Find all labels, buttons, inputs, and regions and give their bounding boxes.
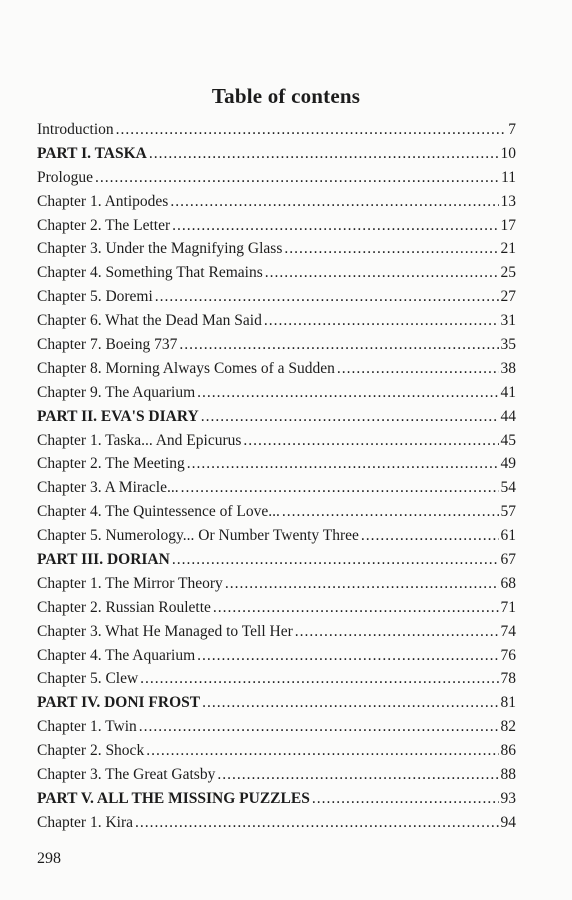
toc-entry-page-number: 7 xyxy=(508,121,516,138)
dot-leader xyxy=(139,715,499,739)
toc-entry-page-number: 13 xyxy=(500,192,516,210)
toc-entry-title: PART III. DORIAN xyxy=(37,551,170,569)
toc-entry-title: Chapter 5. Doremi xyxy=(37,288,153,306)
toc-entry-page-number: 27 xyxy=(500,288,516,306)
dot-leader xyxy=(116,118,507,142)
toc-entry-page-number: 71 xyxy=(500,598,516,616)
dot-leader xyxy=(265,261,499,285)
toc-entry-page-number: 44 xyxy=(500,407,516,425)
toc-entry xyxy=(37,620,516,644)
toc-entry-page-number: 93 xyxy=(500,789,516,807)
toc-entry xyxy=(37,285,516,309)
toc-entry xyxy=(37,166,516,190)
toc-entry-title: Chapter 3. A Miracle... xyxy=(37,479,179,497)
dot-leader xyxy=(149,142,499,166)
toc-entry xyxy=(37,572,516,596)
dot-leader xyxy=(172,548,499,572)
dot-leader xyxy=(201,405,499,429)
dot-leader xyxy=(170,190,498,214)
toc-entry-page-number: 94 xyxy=(500,813,516,831)
dot-leader xyxy=(140,667,498,691)
toc-entry xyxy=(37,476,516,500)
toc-entry-title: PART I. TASKA xyxy=(37,144,147,162)
dot-leader xyxy=(187,452,499,476)
toc-entry-page-number: 17 xyxy=(500,216,516,234)
dot-leader xyxy=(197,644,498,668)
toc-entry xyxy=(37,644,516,668)
toc-entry xyxy=(37,596,516,620)
toc-entry-title: Chapter 2. The Letter xyxy=(37,216,171,234)
toc-entry-page-number: 81 xyxy=(500,694,516,712)
toc-entry-title: Chapter 7. Boeing 737 xyxy=(37,336,178,354)
dot-leader xyxy=(213,596,499,620)
toc-entry-page-number: 67 xyxy=(500,551,516,569)
toc-entry-title: Chapter 5. Numerology... Or Number Twenty Three xyxy=(37,527,359,545)
toc-part-heading xyxy=(37,405,516,429)
toc-entry-page-number: 35 xyxy=(500,336,516,354)
toc-entry xyxy=(37,763,516,787)
page-number: 298 xyxy=(37,850,61,867)
dot-leader xyxy=(217,763,498,787)
dot-leader xyxy=(202,691,498,715)
toc-entry xyxy=(37,524,516,548)
toc-entry-title: Chapter 2. The Meeting xyxy=(37,455,185,473)
toc-entry-title: Chapter 2. Shock xyxy=(37,742,145,760)
toc-part-heading xyxy=(37,142,516,166)
toc-entry-title: Chapter 4. The Quintessence of Love... xyxy=(37,503,280,521)
dot-leader xyxy=(197,381,498,405)
dot-leader xyxy=(146,739,498,763)
toc-entry-title: PART IV. DONI FROST xyxy=(37,694,201,712)
dot-leader xyxy=(264,309,499,333)
toc-entry xyxy=(37,715,516,739)
toc-entry xyxy=(37,214,516,238)
toc-entry-page-number: 82 xyxy=(500,718,516,736)
toc-entry xyxy=(37,190,516,214)
dot-leader xyxy=(225,572,499,596)
toc-entry-title: Chapter 4. Something That Remains xyxy=(37,264,263,282)
toc-entry xyxy=(37,381,516,405)
toc-entry-title: Chapter 2. Russian Roulette xyxy=(37,598,211,616)
toc-entry-page-number: 49 xyxy=(500,455,516,473)
toc-entry-title: Chapter 8. Morning Always Comes of a Sudden xyxy=(37,359,335,377)
toc-entry-title: Chapter 3. What He Managed to Tell Her xyxy=(37,622,293,640)
toc-entry xyxy=(37,237,516,261)
toc-entry-page-number: 10 xyxy=(500,144,516,162)
toc-entry xyxy=(37,739,516,763)
toc-entry-title: Prologue xyxy=(37,168,93,186)
dot-leader xyxy=(361,524,499,548)
toc-entry-title: Chapter 1. Twin xyxy=(37,718,137,736)
toc-entry xyxy=(37,333,516,357)
toc-entry-title: Chapter 9. The Aquarium xyxy=(37,383,196,401)
dot-leader xyxy=(243,429,498,453)
toc-entry-title: Chapter 3. The Great Gatsby xyxy=(37,766,216,784)
toc-entry-page-number: 21 xyxy=(500,240,516,258)
table-of-contents xyxy=(37,118,516,835)
dot-leader xyxy=(181,476,499,500)
toc-entry xyxy=(37,309,516,333)
toc-entry xyxy=(37,357,516,381)
dot-leader xyxy=(337,357,499,381)
toc-entry-title: Chapter 1. Taska... And Epicurus xyxy=(37,431,242,449)
toc-part-heading xyxy=(37,548,516,572)
page-title: Table of contens xyxy=(211,84,361,109)
toc-entry-page-number: 11 xyxy=(501,168,516,186)
dot-leader xyxy=(282,500,499,524)
toc-entry xyxy=(37,429,516,453)
toc-entry-title: Chapter 4. The Aquarium xyxy=(37,646,196,664)
toc-entry-page-number: 54 xyxy=(500,479,516,497)
toc-entry xyxy=(37,261,516,285)
dot-leader xyxy=(95,166,499,190)
toc-entry xyxy=(37,811,516,835)
dot-leader xyxy=(284,237,498,261)
toc-entry-title: Chapter 6. What the Dead Man Said xyxy=(37,312,262,330)
toc-entry-page-number: 31 xyxy=(500,312,516,330)
toc-entry-page-number: 78 xyxy=(500,670,516,688)
toc-entry-page-number: 38 xyxy=(500,359,516,377)
toc-entry-page-number: 45 xyxy=(500,431,516,449)
dot-leader xyxy=(179,333,498,357)
toc-entry xyxy=(37,452,516,476)
toc-entry-page-number: 88 xyxy=(500,766,516,784)
toc-entry-page-number: 25 xyxy=(500,264,516,282)
toc-entry-title: Chapter 1. The Mirror Theory xyxy=(37,574,223,592)
toc-entry-page-number: 76 xyxy=(500,646,516,664)
toc-entry-page-number: 57 xyxy=(500,503,516,521)
dot-leader xyxy=(312,787,499,811)
toc-entry-title: PART V. ALL THE MISSING PUZZLES xyxy=(37,789,310,807)
toc-entry-page-number: 41 xyxy=(500,383,516,401)
dot-leader xyxy=(295,620,499,644)
toc-part-heading xyxy=(37,787,516,811)
dot-leader xyxy=(135,811,499,835)
toc-entry-title: PART II. EVA'S DIARY xyxy=(37,407,199,425)
toc-entry xyxy=(37,500,516,524)
toc-entry-title: Chapter 5. Clew xyxy=(37,670,139,688)
dot-leader xyxy=(172,214,498,238)
toc-entry xyxy=(37,667,516,691)
toc-entry-title: Chapter 1. Kira xyxy=(37,813,133,831)
toc-part-heading xyxy=(37,691,516,715)
toc-entry-title: Chapter 3. Under the Magnifying Glass xyxy=(37,240,283,258)
dot-leader xyxy=(155,285,499,309)
toc-entry-title: Chapter 1. Antipodes xyxy=(37,192,169,210)
toc-entry-page-number: 86 xyxy=(500,742,516,760)
toc-entry-title: Introduction xyxy=(37,121,114,138)
toc-entry-page-number: 68 xyxy=(500,574,516,592)
toc-entry-page-number: 74 xyxy=(500,622,516,640)
toc-entry-page-number: 61 xyxy=(500,527,516,545)
toc-entry xyxy=(37,118,516,142)
